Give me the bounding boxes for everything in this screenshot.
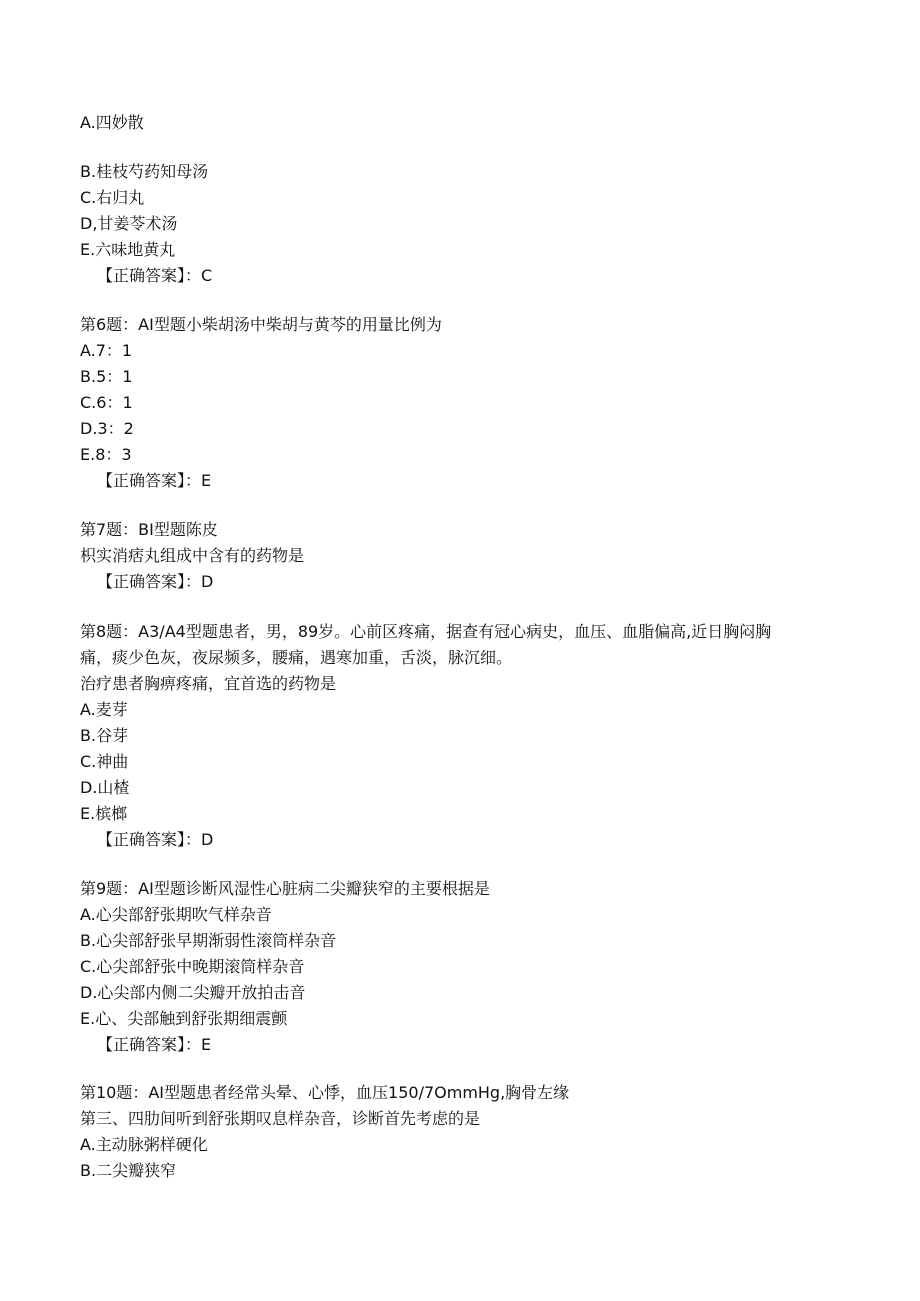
question-stem: 治疗患者胸痹疼痛，宜首选的药物是 bbox=[80, 674, 337, 693]
answer-line: 【正确答案】：C bbox=[97, 266, 213, 285]
answer-line: 【正确答案】：E bbox=[97, 471, 212, 490]
option-line: B.桂枝芍药知母汤 bbox=[80, 162, 209, 181]
question-stem: 第6题：AI型题小柴胡汤中柴胡与黄芩的用量比例为 bbox=[80, 315, 442, 334]
option-line: D.心尖部内侧二尖瓣开放拍击音 bbox=[80, 983, 306, 1002]
option-line: A.主动脉粥样硬化 bbox=[80, 1135, 208, 1154]
option-line: A.心尖部舒张期吹气样杂音 bbox=[80, 905, 272, 924]
option-line: B.5：1 bbox=[80, 367, 133, 386]
option-line: C.神曲 bbox=[80, 752, 129, 771]
option-line: D.山楂 bbox=[80, 778, 130, 797]
option-line: B.心尖部舒张早期渐弱性滚筒样杂音 bbox=[80, 931, 337, 950]
option-line: C.6：1 bbox=[80, 393, 133, 412]
option-line: A.麦芽 bbox=[80, 700, 128, 719]
question-stem: 枳实消痞丸组成中含有的药物是 bbox=[80, 546, 305, 565]
question-stem: 第7题：BI型题陈皮 bbox=[80, 520, 218, 539]
option-line: D.3：2 bbox=[80, 419, 134, 438]
option-line: E.8：3 bbox=[80, 445, 132, 464]
option-line: D,甘姜苓术汤 bbox=[80, 214, 178, 233]
answer-line: 【正确答案】：E bbox=[97, 1035, 212, 1054]
question-stem: 第8题：A3/A4型题患者，男，89岁。心前区疼痛，据查有冠心病史，血压、血脂偏高,近日胸闷胸 bbox=[80, 622, 772, 641]
answer-line: 【正确答案】：D bbox=[97, 830, 214, 849]
question-stem: 第9题：AI型题诊断风湿性心脏病二尖瓣狭窄的主要根据是 bbox=[80, 879, 490, 898]
option-line: B.谷芽 bbox=[80, 726, 129, 745]
question-stem: 痛，痰少色灰，夜尿频多，腰痛，遇寒加重，舌淡，脉沉细。 bbox=[80, 648, 513, 667]
option-line: E.六味地黄丸 bbox=[80, 240, 176, 259]
option-line: C.心尖部舒张中晚期滚筒样杂音 bbox=[80, 957, 305, 976]
answer-line: 【正确答案】：D bbox=[97, 572, 214, 591]
option-line: E.槟榔 bbox=[80, 804, 128, 823]
option-line: E.心、尖部触到舒张期细震颤 bbox=[80, 1009, 288, 1028]
option-line: C.右归丸 bbox=[80, 188, 145, 207]
question-stem: 第10题：AI型题患者经常头晕、心悸，血压150/7OmmHg,胸骨左缘 bbox=[80, 1083, 570, 1102]
option-line: A.7：1 bbox=[80, 341, 133, 360]
question-stem: 第三、四肋间听到舒张期叹息样杂音，诊断首先考虑的是 bbox=[80, 1109, 481, 1128]
option-line: A.四妙散 bbox=[80, 113, 144, 132]
option-line: B.二尖瓣狭窄 bbox=[80, 1161, 177, 1180]
